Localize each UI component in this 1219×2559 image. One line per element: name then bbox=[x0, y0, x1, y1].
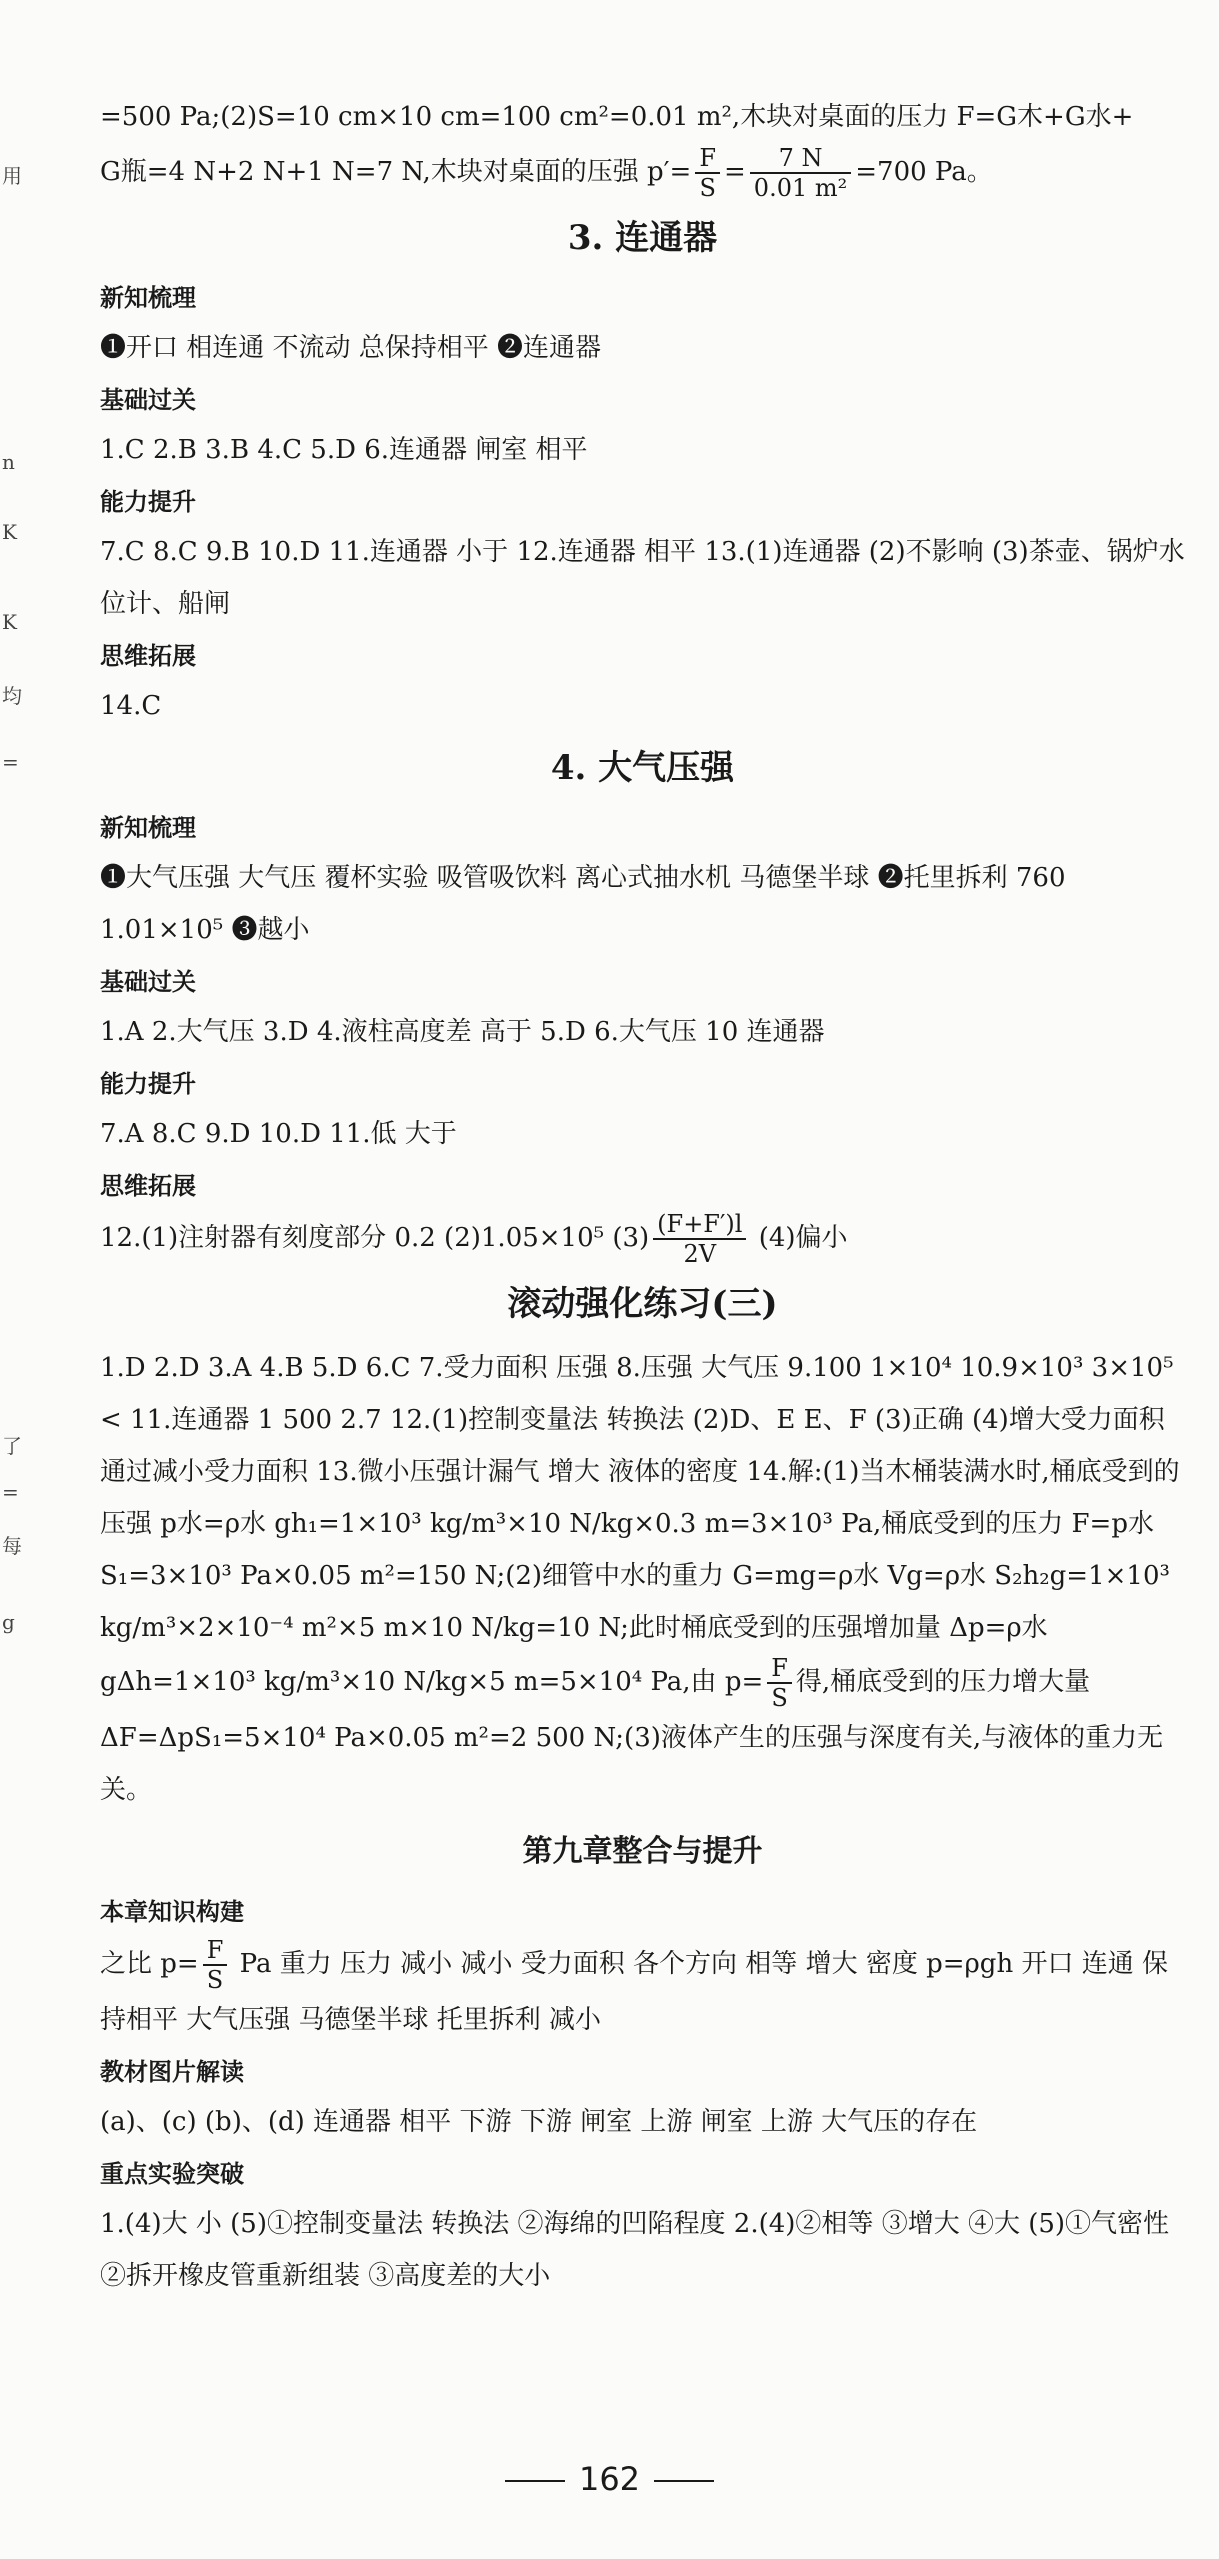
subheading: 重点实验突破 bbox=[100, 2160, 244, 2188]
equals-sign: = bbox=[724, 157, 746, 187]
fraction-numerator: F bbox=[695, 144, 720, 174]
answer-paragraph: 1.A 2.大气压 3.D 4.液柱高度差 高于 5.D 6.大气压 10 连通器 bbox=[100, 1017, 825, 1047]
dash-left bbox=[505, 2480, 565, 2482]
answer-paragraph bbox=[100, 1936, 1185, 2046]
fraction-denominator: S bbox=[206, 1966, 224, 1994]
answer-paragraph: 14.C bbox=[100, 691, 162, 721]
section-title-chapter-review: 第九章整合与提升 bbox=[522, 1834, 763, 1869]
fraction-formula bbox=[653, 1210, 746, 1268]
fraction-denominator: 0.01 m² bbox=[753, 174, 848, 202]
answer-paragraph: 1.(4)大 小 (5)①控制变量法 转换法 ②海绵的凹陷程度 2.(4)②相等 ③增大 ④大 (5)①气密性 ②拆开橡皮管重新组装 ③高度差的大小 bbox=[100, 2209, 1170, 2291]
section-title-connected-vessels: 3. 连通器 bbox=[567, 218, 718, 258]
subheading: 思维拓展 bbox=[100, 642, 196, 670]
answer-paragraph: 7.C 8.C 9.B 10.D 11.连通器 小于 12.连通器 相平 13.(1)连通器 (2)不影响 (3)茶壶、锅炉水位计、船闸 bbox=[100, 537, 1185, 619]
subheading: 能力提升 bbox=[100, 488, 196, 516]
fraction-numerator: F bbox=[767, 1654, 792, 1684]
fraction-denominator: S bbox=[771, 1684, 788, 1712]
subheading: 新知梳理 bbox=[100, 814, 196, 842]
subheading: 思维拓展 bbox=[100, 1172, 196, 1200]
fraction-7n-over-area bbox=[750, 144, 851, 202]
intro-text-a: G瓶=4 N+2 N+1 N=7 N,木块对桌面的压强 p′= bbox=[100, 157, 692, 187]
answer-text: (4)偏小 bbox=[750, 1223, 848, 1253]
binding-edge-marks: 用 n K K 均 = 了 = 每 g bbox=[2, 164, 22, 1634]
answer-content bbox=[100, 100, 1185, 2302]
fraction-numerator: F bbox=[203, 1936, 228, 1966]
answer-paragraph: 7.A 8.C 9.D 10.D 11.低 大于 bbox=[100, 1119, 457, 1149]
answer-paragraph: ❶开口 相连通 不流动 总保持相平 ❷连通器 bbox=[100, 333, 602, 363]
subheading: 本章知识构建 bbox=[100, 1898, 244, 1926]
section-title-atmospheric-pressure: 4. 大气压强 bbox=[550, 748, 735, 788]
answer-text: Pa 重力 压力 减小 减小 受力面积 各个方向 相等 增大 密度 p=ρgh 开口 连通 保持相平 大气压强 马德堡半球 托里拆利 减小 bbox=[100, 1949, 1168, 2035]
subheading: 教材图片解读 bbox=[100, 2058, 244, 2086]
answer-text: 1.D 2.D 3.A 4.B 5.D 6.C 7.受力面积 压强 8.压强 大气压 9.100 1×10⁴ 10.9×10³ 3×10⁵ < 11.连通器 1 500 2.7 12.(1)控制变量法 转换法 (2)D、E E、F (3)正确 (4)增大受力面积 通过减小受力面积 13.微小压强计漏气 增大 液体的密度 14.解:(1)当木桶装满水时,桶底受到的压强 p水=ρ水 gh₁=1×10³ kg/m³×10 N/kg×0.3 m=3×10³ Pa,桶底受到的压力 F=p水 S₁=3×10³ Pa×0.05 m²=150 N;(2)细管中水的重力 G=mg=ρ水 Vg=ρ水 S₂h₂g=1×10³ kg/m³×2×10⁻⁴ m²×5 m×10 N/kg=10 N;此时桶底受到的压强增加量 Δp=ρ水 gΔh=1×10³ kg/m³×10 N/kg×5 m=5×10⁴ Pa,由 p= bbox=[100, 1353, 1180, 1697]
fraction-denominator: S bbox=[699, 174, 716, 202]
answer-paragraph bbox=[100, 1342, 1185, 1816]
answer-paragraph bbox=[100, 1210, 1185, 1268]
fraction-denominator: 2V bbox=[683, 1240, 717, 1268]
intro-line-2 bbox=[100, 144, 1185, 202]
page-number-text: 162 bbox=[578, 2460, 641, 2498]
fraction-f-over-s bbox=[695, 144, 720, 202]
subheading: 新知梳理 bbox=[100, 284, 196, 312]
fraction-numerator: (F+F′)l bbox=[653, 1210, 746, 1240]
subheading: 能力提升 bbox=[100, 1070, 196, 1098]
answer-paragraph: ❶大气压强 大气压 覆杯实验 吸管吸饮料 离心式抽水机 马德堡半球 ❷托里拆利 760 1.01×10⁵ ❸越小 bbox=[100, 863, 1066, 945]
subheading: 基础过关 bbox=[100, 386, 196, 414]
fraction-f-over-s bbox=[203, 1936, 228, 1994]
answer-text: 12.(1)注射器有刻度部分 0.2 (2)1.05×10⁵ (3) bbox=[100, 1223, 650, 1253]
intro-text-b: =700 Pa。 bbox=[855, 157, 993, 187]
intro-line-1: =500 Pa;(2)S=10 cm×10 cm=100 cm²=0.01 m²,木块对桌面的压力 F=G木+G水+ bbox=[100, 102, 1134, 132]
fraction-numerator: 7 N bbox=[750, 144, 851, 174]
page-number bbox=[0, 2460, 1219, 2498]
subheading: 基础过关 bbox=[100, 968, 196, 996]
section-title-rolling-practice: 滚动强化练习(三) bbox=[507, 1284, 778, 1324]
answer-text: 之比 p= bbox=[100, 1949, 199, 1979]
dash-right bbox=[654, 2480, 714, 2482]
answer-text: 得,桶底受到的压力增大量 ΔF=ΔpS₁=5×10⁴ Pa×0.05 m²=2 500 N;(3)液体产生的压强与深度有关,与液体的重力无关。 bbox=[100, 1667, 1164, 1805]
answer-paragraph: 1.C 2.B 3.B 4.C 5.D 6.连通器 闸室 相平 bbox=[100, 435, 588, 465]
fraction-f-over-s bbox=[767, 1654, 792, 1712]
answer-paragraph: (a)、(c) (b)、(d) 连通器 相平 下游 下游 闸室 上游 闸室 上游 大气压的存在 bbox=[100, 2107, 978, 2137]
